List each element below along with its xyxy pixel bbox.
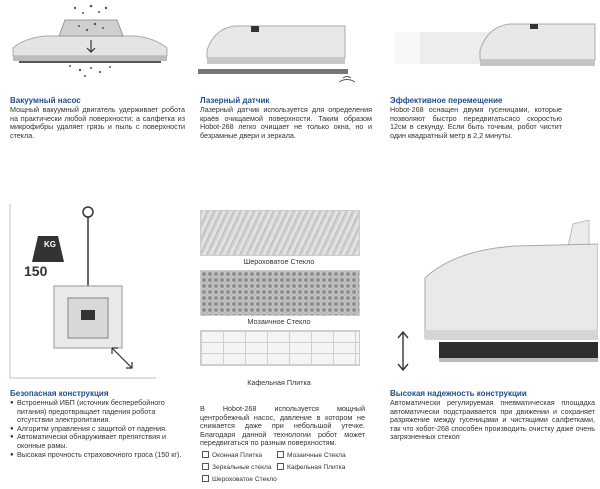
safety-rope-illustration <box>8 198 168 382</box>
legend-label: Оконная Плитка <box>212 452 263 459</box>
reliable-text: Автоматически регулируемая пневматическая площадка автоматически подстраивается при движении и сохраняет разряжение между гусеницами и чистящими салфетками, так что хобот-268 способен производить очистку даже очень загрязненных стекол <box>390 398 595 442</box>
legend-checkbox <box>277 451 284 458</box>
legend-checkbox <box>277 463 284 470</box>
legend-checkbox <box>202 451 209 458</box>
legend-tile <box>277 463 345 471</box>
moving-robot-illustration <box>390 10 598 80</box>
safe-item: ● Автоматически обнаруживает препятствия и оконные рамы. <box>10 433 190 450</box>
tile-caption: Кафельная Плитка <box>247 378 311 387</box>
rough-glass-caption: Шероховатое Стекло <box>243 257 315 266</box>
safe-list <box>10 399 190 459</box>
legend-checkbox <box>202 475 209 482</box>
pump-text: В Hobot-268 используется мощный центробежный насос, давление в котором не снижается даже при небольшой утечке. Благодаря данной технологии робот может передвигаться по разным поверхностям. <box>200 404 365 448</box>
safe-item: ● Алгоритм управления с защитой от падения. <box>10 425 190 434</box>
laser-title: Лазерный датчик <box>200 96 270 105</box>
legend-label: Шероховатое Стекло <box>212 476 277 483</box>
kg-label: KG <box>44 240 56 249</box>
vacuum-title: Вакуумный насос <box>10 96 81 105</box>
vacuum-robot-illustration <box>5 0 175 85</box>
legend-label: Зеркальные стекла <box>212 464 272 471</box>
laser-robot-illustration <box>195 10 365 88</box>
safe-item: ● Встроенный ИБП (источник бесперебойного питания) предотвращает падения робота отсутствии электропитания. <box>10 399 190 425</box>
vacuum-text: Мощный вакуумный двигатель удерживает робота на практически любой поверхности; а салфетка из микрофибры удаляет грязь и пыль с поверхности стекла. <box>10 105 185 140</box>
legend-mirror <box>202 463 272 471</box>
reliable-title: Высокая надежность конструкции <box>390 389 527 398</box>
reliable-robot-illustration <box>395 220 598 380</box>
legend-mosaic <box>277 451 346 459</box>
mosaic-glass-caption: Мозаичное Стекло <box>247 317 311 326</box>
move-text: Hobot-268 оснащен двумя гусеницами, которые позволяют быстро передвигатьсясо скоростью 12см в секунду. Если быть точным, робот чистит один квадратный метр в 2,2 минуты. <box>390 105 562 140</box>
legend-rough <box>202 475 277 483</box>
safe-item: ● Высокая прочность страховочного троса (150 кг). <box>10 451 190 460</box>
legend-window-tile <box>202 451 262 459</box>
rough-glass-texture <box>200 210 360 256</box>
legend-label: Мозаичные Стекла <box>287 452 346 459</box>
safe-title: Безопасная конструкция <box>10 389 109 398</box>
weight-value: 150 <box>24 263 48 279</box>
legend-label: Кафельная Плитка <box>287 464 346 471</box>
mosaic-glass-texture <box>200 270 360 316</box>
laser-text: Лазерный датчик используется для определения краёв очищаемой поверхности. Таким образом Hobot-268 легко очищает не только окна, но и безрамные двери и зеркала. <box>200 105 372 140</box>
tile-texture <box>200 330 360 366</box>
move-title: Эффективное перемещение <box>390 96 503 105</box>
legend-checkbox <box>202 463 209 470</box>
